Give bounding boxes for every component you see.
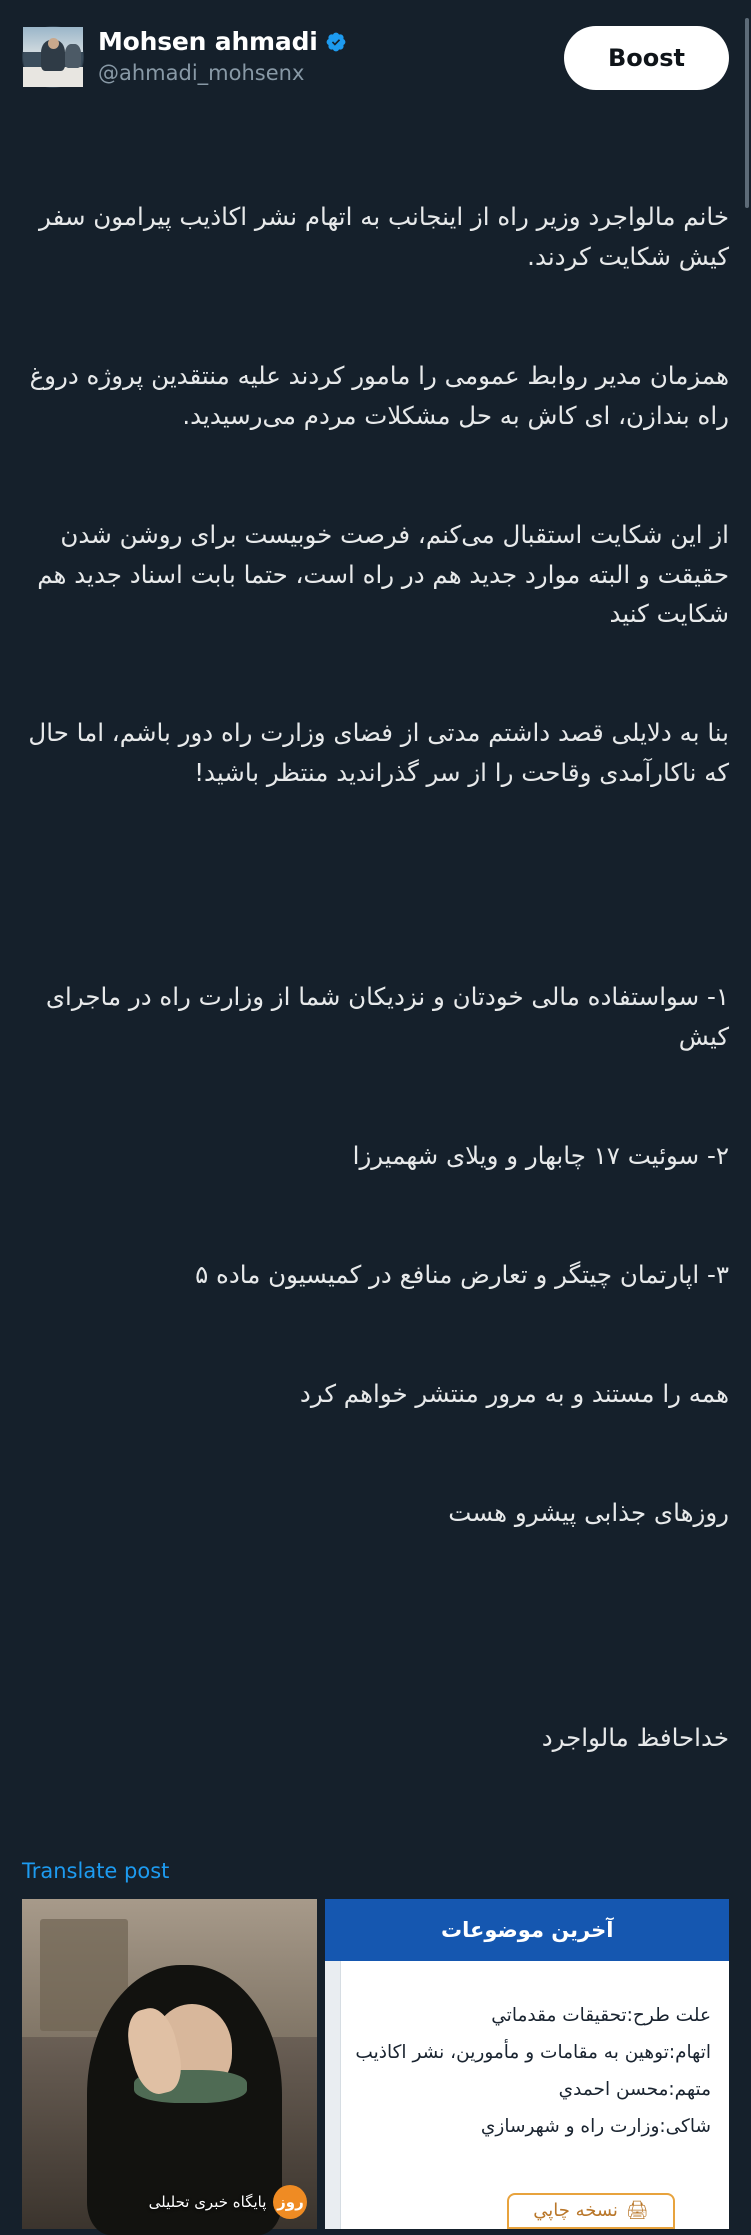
post-paragraph: از این شکایت استقبال می‌کنم، فرصت خوبیست برای روشن شدن حقیقت و البته موارد جدید هم در راه است، حتما بابت اسناد جدید هم شکایت کنید <box>29 519 729 629</box>
paragraph-spacer <box>22 1612 729 1638</box>
account-name-row <box>98 28 347 56</box>
post-paragraph: خانم مالواجرد وزیر راه از اینجانب به اتهام نشر اکاذیب پیرامون سفر کیش شکایت کردند. <box>31 202 729 272</box>
document-header-bar <box>325 1899 729 1961</box>
media-item-document[interactable] <box>325 1899 729 2229</box>
document-line: اتهام:توهین به مقامات و مأمورین، نشر اکاذیب <box>355 2041 711 2063</box>
account-info <box>98 26 347 87</box>
post-paragraph: همه را مستند و به مرور منتشر خواهم کرد <box>299 1379 729 1409</box>
display-name: Mohsen ahmadi <box>98 27 318 56</box>
post-list-item: ۳- اپارتمان چیتگر و تعارض منافع در کمیسیون ماده ۵ <box>195 1260 729 1290</box>
post-header <box>0 0 751 90</box>
paragraph-spacer <box>22 872 729 898</box>
document-left-gutter <box>325 1961 341 2229</box>
post-list-item: ۲- سوئیت ۱۷ چابهار و ویلای شهمیرزا <box>352 1141 729 1171</box>
document-print-button[interactable] <box>507 2193 675 2229</box>
printer-icon: 🖨 <box>625 2200 649 2222</box>
post-text <box>0 90 751 1837</box>
media-item-photo[interactable] <box>22 1899 317 2229</box>
avatar[interactable] <box>22 26 84 88</box>
document-line: شاکی:وزارت راه و شهرسازي <box>480 2115 711 2137</box>
photo-watermark <box>149 2185 308 2219</box>
post-paragraph: همزمان مدیر روابط عمومی را مامور کردند علیه منتقدین پروژه دروغ راه بندازن، ای کاش به حل مشکلات مردم می‌رسیدید. <box>21 361 729 430</box>
document-print-label: نسخه چاپي <box>533 2200 618 2222</box>
account-handle[interactable]: @ahmadi_mohsenx <box>98 60 305 85</box>
post-paragraph: روزهای جذابی پیشرو هست <box>448 1498 729 1528</box>
post-media-grid <box>22 1899 729 2229</box>
document-line: متهم:محسن احمدي <box>558 2078 711 2100</box>
avatar-figure-secondary <box>65 44 81 68</box>
verified-badge-icon <box>325 31 347 53</box>
post-paragraph: بنا به دلایلی قصد داشتم مدتی از فضای وزارت راه دور باشم، اما حال که ناکارآمدی وقاحت را از سر گذراندید منتظر باشید! <box>20 718 729 787</box>
translate-post-row <box>0 1837 751 1883</box>
page-scrollbar[interactable] <box>745 18 749 208</box>
document-lines <box>325 1961 729 2145</box>
watermark-text: پایگاه خبری تحلیلی <box>148 2192 267 2211</box>
document-header-title: آخرین موضوعات <box>440 1917 614 1942</box>
watermark-logo-icon: روز <box>273 2185 307 2219</box>
translate-post-link[interactable]: Translate post <box>22 1858 170 1883</box>
document-line: علت طرح:تحقیقات مقدماتي <box>491 2004 711 2026</box>
avatar-head <box>48 38 59 49</box>
post-list-item: ۱- سواستفاده مالی خودتان و نزدیکان شما از وزارت راه در ماجرای کیش <box>38 982 729 1052</box>
news-photo <box>22 1899 317 2229</box>
post-signoff: خداحافظ مالواجرد <box>541 1722 729 1752</box>
document-screenshot <box>325 1899 729 2229</box>
boost-button[interactable]: Boost <box>564 26 729 90</box>
